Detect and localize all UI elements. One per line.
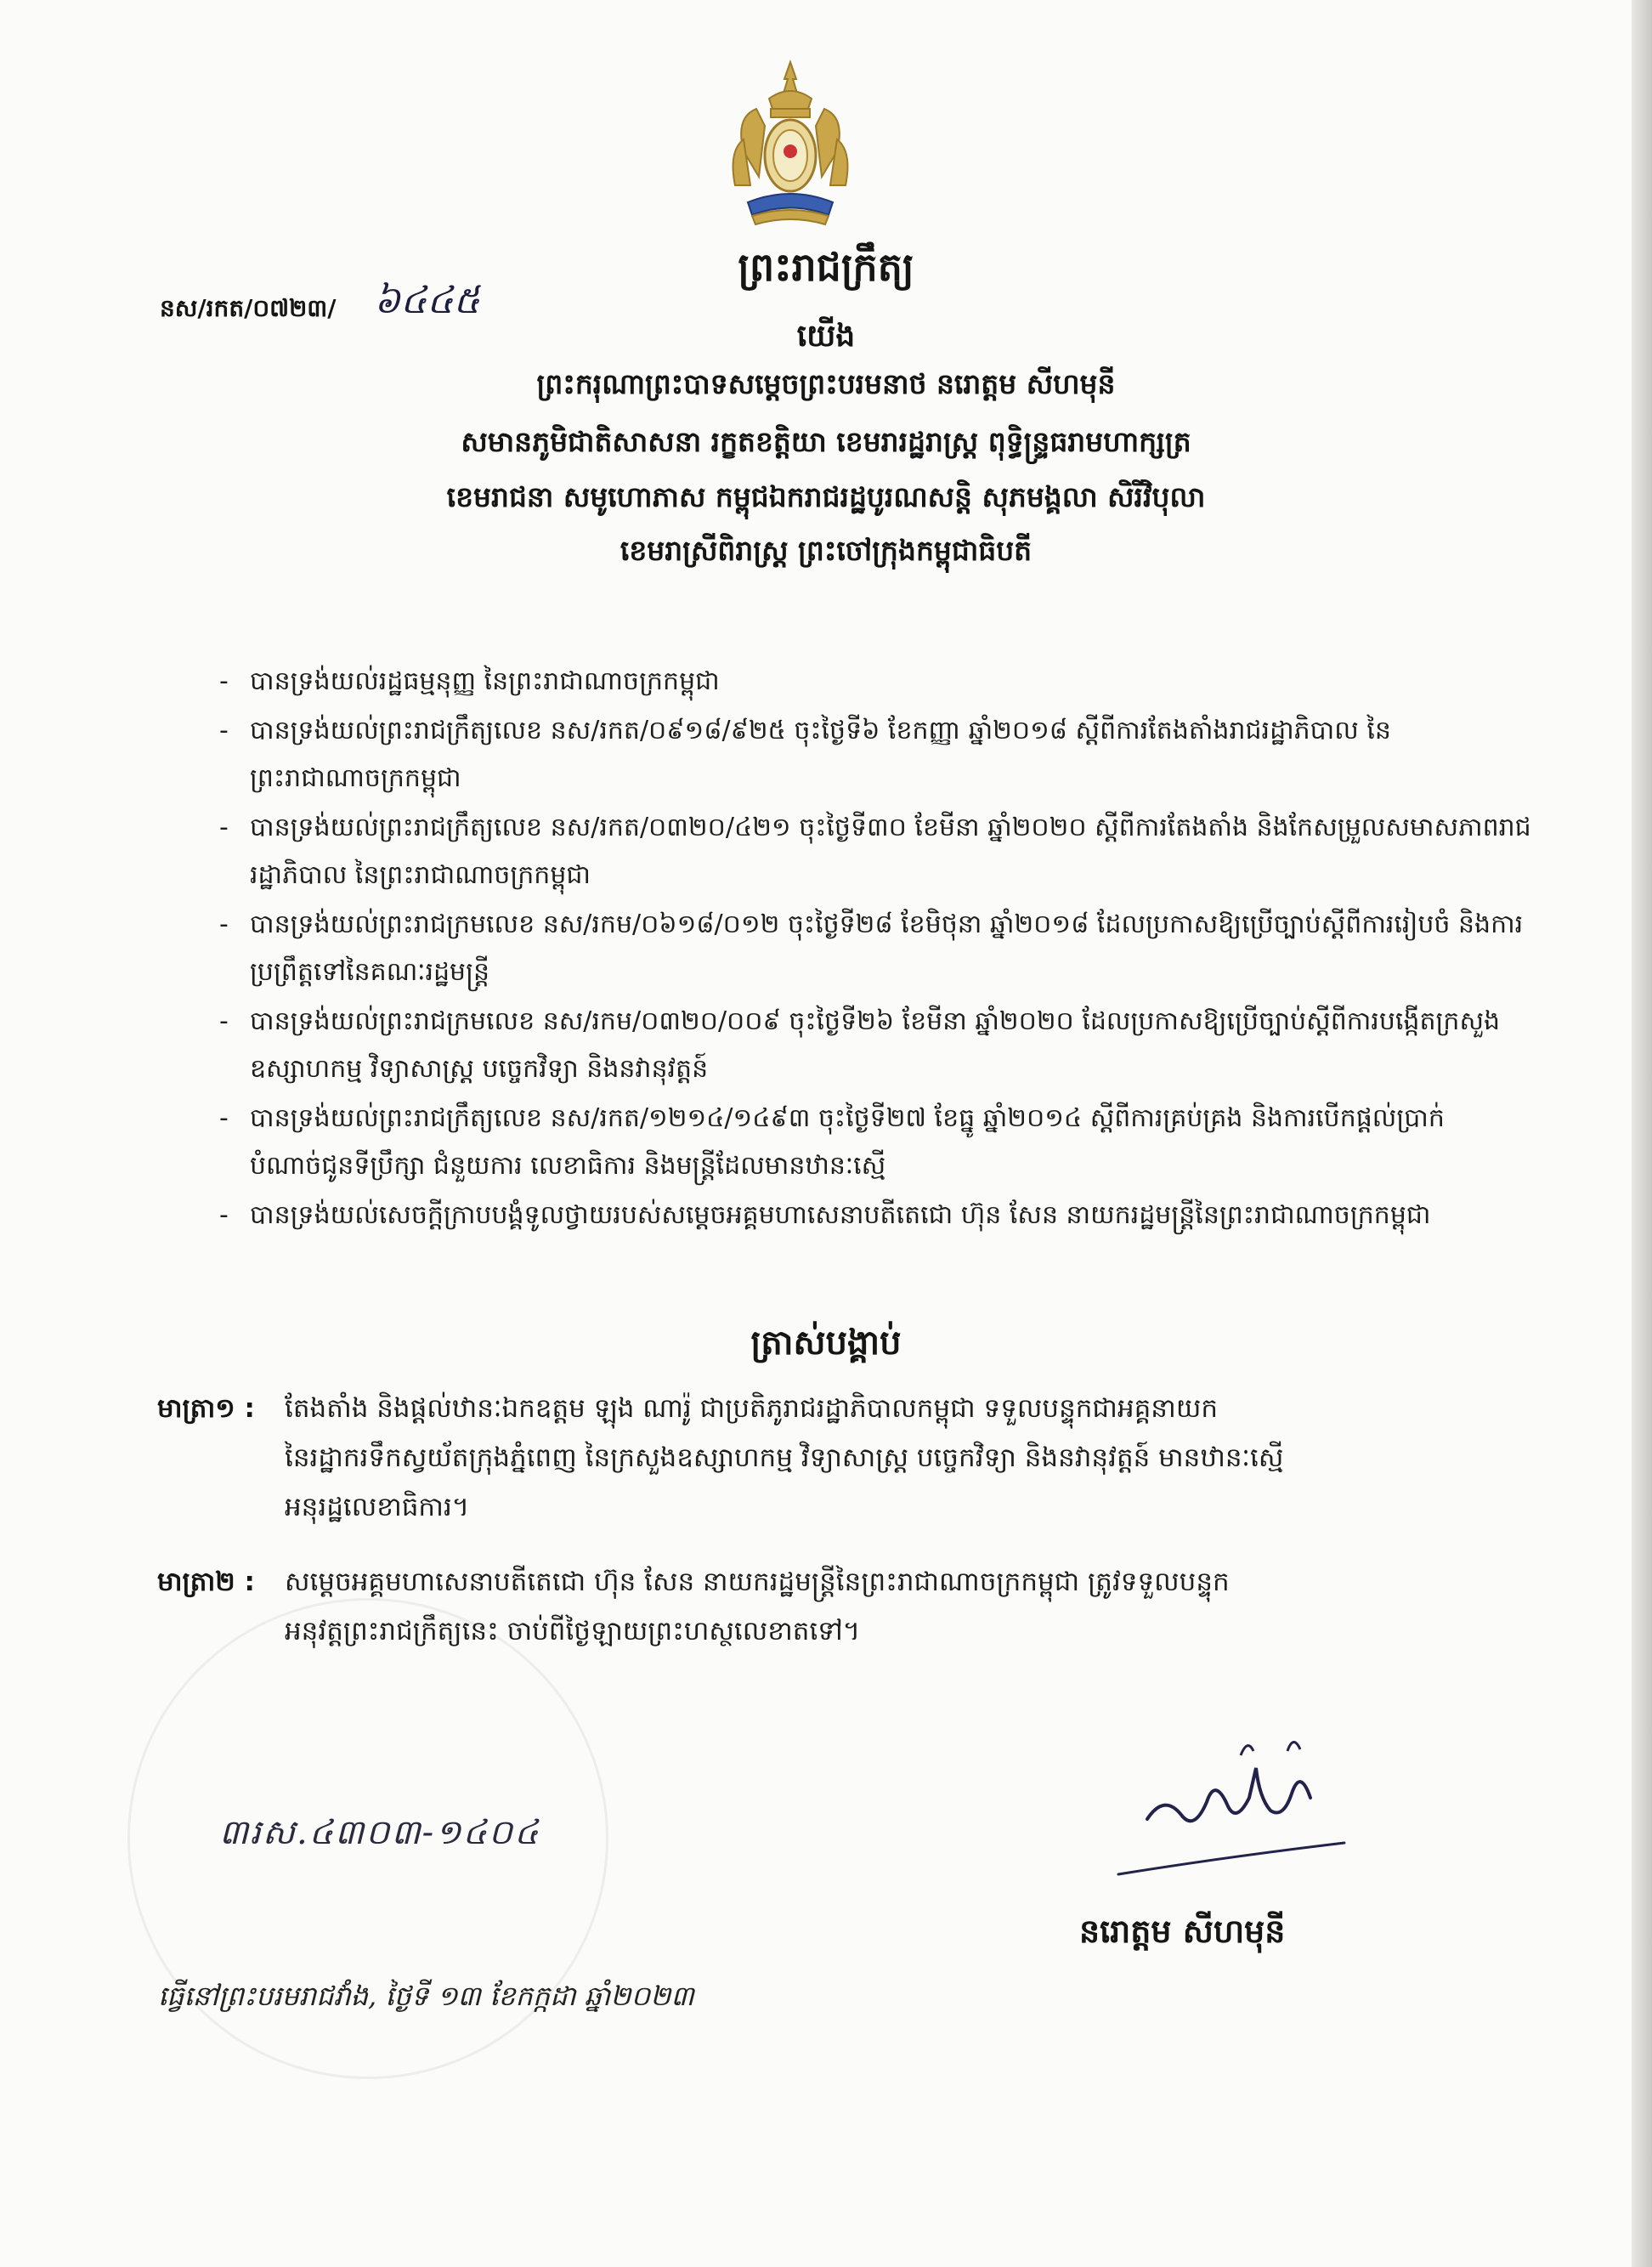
considerations-list	[219, 658, 1545, 1241]
article-text: នៃរដ្ឋាករទឹកស្វយ័តក្រុងភ្នំពេញ នៃក្រសួងឧស្សាហកម្ម វិទ្យាសាស្ត្រ បច្ចេកវិទ្យា និងនវានុវត្តន៍ មានឋានៈស្មើ	[285, 1442, 1284, 1473]
article-label: មាត្រា២ :	[157, 1567, 255, 1597]
article-1	[157, 1384, 1525, 1532]
king-title-line-3: ខេមរាជនា សមូហោភាស កម្ពុជឯករាជរដ្ឋបូរណសន្តិ សុភមង្គលា សិរីវិបុលា	[446, 480, 1206, 513]
consideration-item: - បានទ្រង់យល់ព្រះរាជក្រមលេខ នស/រកម/០៦១៨/០១២ ចុះថ្ងៃទី២៨ ខែមិថុនា ឆ្នាំ២០១៨ ដែលប្រកាសឱ្យប្រើច្បាប់ស្តីពីការរៀបចំ និងការប្រព្រឹត្តទៅនៃគណៈរដ្ឋមន្ត្រី	[219, 910, 1524, 987]
consideration-item: - បានទ្រង់យល់ព្រះរាជក្រឹត្យលេខ នស/រកត/០៣២០/៤២១ ចុះថ្ងៃទី៣០ ខែមីនា ឆ្នាំ២០២០ ស្តីពីការតែងតាំង និងកែសម្រួលសមាសភាពរាជរដ្ឋាភិបាល នៃព្រះរាជាណាចក្រកម្ពុជា	[219, 813, 1531, 890]
article-text: តែងតាំង និងផ្តល់ឋានៈឯកឧត្តម ឡុង ណារ៉ូ ជាប្រតិភូរាជរដ្ឋាភិបាលកម្ពុជា ទទួលបន្ទុកជាអគ្គនាយក	[285, 1393, 1219, 1424]
consideration-item: - បានទ្រង់យល់ព្រះរាជក្រឹត្យលេខ នស/រកត/១២១៤/១៤៩៣ ចុះថ្ងៃទី២៧ ខែធ្នូ ឆ្នាំ២០១៤ ស្តីពីការគ្រប់គ្រង និងការបើកផ្តល់ប្រាក់បំណាច់ជូនទីប្រឹក្សា ជំនួយការ លេខាធិការ និងមន្ត្រីដែលមានឋានៈស្មើ	[219, 1103, 1445, 1181]
king-title-line-2: សមានភូមិជាតិសាសនា រក្ខតខត្តិយា ខេមរារដ្ឋរាស្ត្រ ពុទ្ធិន្ទ្រធរាមហាក្សត្រ	[461, 425, 1191, 458]
heading-we: យើង	[796, 319, 856, 354]
issued-place-and-date: ធ្វើនៅព្រះបរមរាជវាំង, ថ្ងៃទី ១៣ ខែកក្កដា ឆ្នាំ២០២៣	[158, 1980, 694, 2012]
reference-handwritten-number: ៦៤៤៥	[374, 279, 480, 322]
article-text: អនុរដ្ឋលេខាធិការ។	[285, 1492, 470, 1522]
section-heading-orders: ត្រាស់បង្គាប់	[750, 1323, 902, 1363]
article-2	[157, 1557, 1525, 1656]
king-title-line-1: ព្រះករុណាព្រះបាទសម្តេចព្រះបរមនាថ នរោត្តម សីហមុនី	[536, 367, 1116, 400]
signer-name: នរោត្តម សីហមុនី	[1079, 1913, 1286, 1950]
article-text: អនុវត្តព្រះរាជក្រឹត្យនេះ ចាប់ពីថ្ងៃឡាយព្រះហស្ថលេខាតទៅ។	[285, 1616, 861, 1646]
reference-number: នស/រកត/០៧២៣/	[160, 294, 337, 322]
consideration-item: - បានទ្រង់យល់សេចក្តីក្រាបបង្គំទូលថ្វាយរបស់សម្តេចអគ្គមហាសេនាបតីតេជោ ហ៊ុន សែន នាយករដ្ឋមន្ត្រីនៃព្រះរាជាណាចក្រកម្ពុជា	[219, 1200, 1431, 1230]
royal-coat-of-arms-icon	[718, 58, 863, 236]
document-title: ព្រះរាជក្រឹត្យ	[738, 244, 914, 290]
article-label: មាត្រា១ :	[157, 1393, 255, 1424]
consideration-item: - បានទ្រង់យល់ព្រះរាជក្រឹត្យលេខ នស/រកត/០៩១៨/៩២៥ ចុះថ្ងៃទី៦ ខែកញ្ញា ឆ្នាំ២០១៨ ស្តីពីការតែងតាំងរាជរដ្ឋាភិបាល នៃព្រះរាជាណាចក្រកម្ពុជា	[219, 716, 1391, 793]
handwritten-date: ៣រស.៤៣០៣-១៤០៤	[219, 1813, 540, 1852]
royal-signature-icon	[1113, 1717, 1351, 1887]
king-title-line-4: ខេមរាស្រីពិរាស្ត្រ ព្រះចៅក្រុងកម្ពុជាធិបតី	[620, 534, 1032, 567]
consideration-item: - បានទ្រង់យល់រដ្ឋធម្មនុញ្ញ នៃព្រះរាជាណាចក្រកម្ពុជា	[219, 666, 720, 696]
consideration-item: - បានទ្រង់យល់ព្រះរាជក្រមលេខ នស/រកម/០៣២០/០០៩ ចុះថ្ងៃទី២៦ ខែមីនា ឆ្នាំ២០២០ ដែលប្រកាសឱ្យប្រើច្បាប់ស្តីពីការបង្កើតក្រសួងឧស្សាហកម្ម វិទ្យាសាស្ត្រ បច្ចេកវិទ្យា និងនវានុវត្តន៍	[219, 1006, 1501, 1084]
article-text: សម្តេចអគ្គមហាសេនាបតីតេជោ ហ៊ុន សែន នាយករដ្ឋមន្ត្រីនៃព្រះរាជាណាចក្រកម្ពុជា ត្រូវទទួលបន្ទុក	[285, 1567, 1230, 1597]
